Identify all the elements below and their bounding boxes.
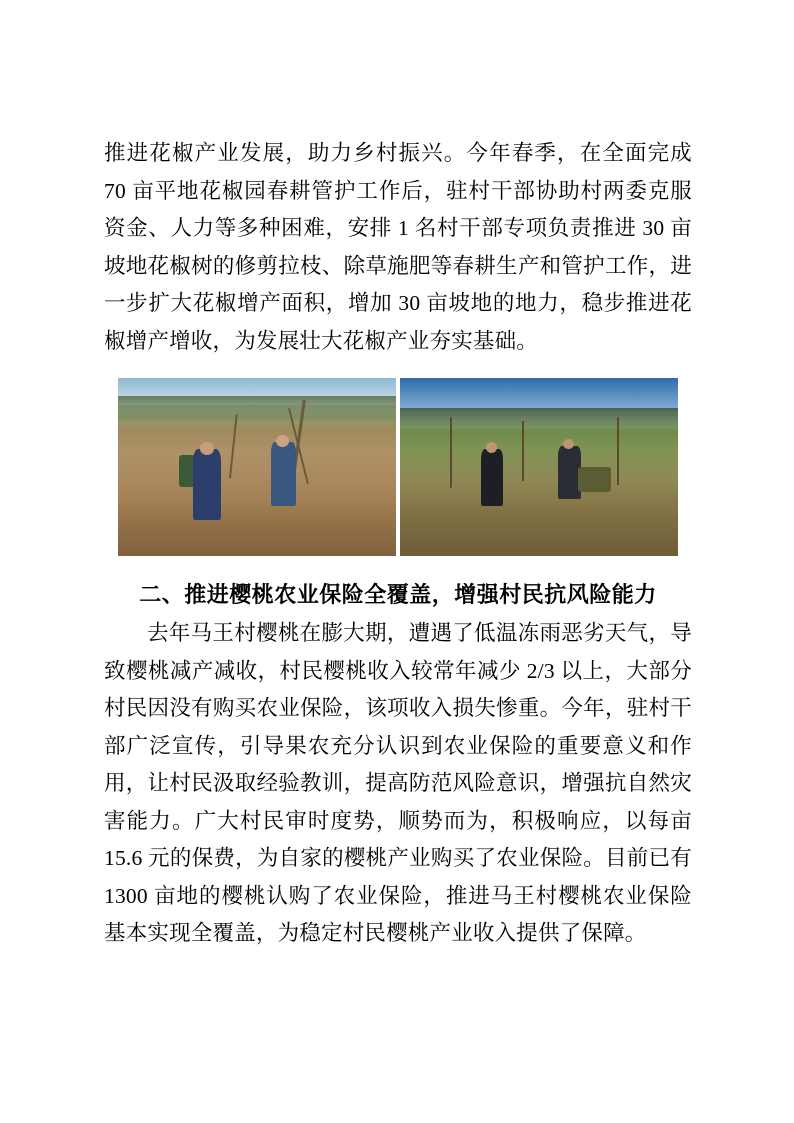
photo2-person-head <box>486 442 497 453</box>
photo2-treeline <box>400 408 678 426</box>
photo1-worker-body <box>193 449 221 520</box>
photo-orchard-spraying <box>118 378 396 556</box>
photo2-person2-head <box>563 439 574 450</box>
photo1-worker2-head <box>276 435 289 447</box>
section-heading-2: 二、推进樱桃农业保险全覆盖，增强村民抗风险能力 <box>139 582 657 607</box>
photo1-treeline <box>118 396 396 421</box>
document-body <box>104 135 692 953</box>
photo2-ground <box>400 485 678 556</box>
photo2-person-body <box>481 449 503 506</box>
paragraph-second: 去年马王村樱桃在膨大期，遭遇了低温冻雨恶劣天气，导致樱桃减产减收，村民樱桃收入较常年减少 2/3 以上，大部分村民因没有购买农业保险，该项收入损失惨重。今年，驻村干部广泛宣传，引导果农充分认识到农业保险的重要意义和作用，让村民汲取经验教训，提高防范风险意识，增强抗自然灾害能力。广大村民审时度势，顺势而为，积极响应，以每亩 15.6 元的保费，为自家的樱桃产业购买了农业保险。目前已有 1300 亩地的樱桃认购了农业保险，推进马王村樱桃农业保险基本实现全覆盖，为稳定村民樱桃产业收入提供了保障。 <box>104 621 692 945</box>
paragraph-first: 推进花椒产业发展，助力乡村振兴。今年春季，在全面完成 70 亩平地花椒园春耕管护工作后，驻村干部协助村两委克服资金、人力等多种困难，安排 1 名村干部专项负责推进 30 亩坡地花椒树的修剪拉枝、除草施肥等春耕生产和管护工作，进一步扩大花椒增产面积，增加 30 亩坡地的地力，稳步推进花椒增产增收，为发展壮大花椒产业夯实基础。 <box>104 141 692 353</box>
photo1-ground <box>118 503 396 556</box>
photo2-tiller-machine <box>578 467 611 492</box>
photo-field-tiller <box>400 378 678 556</box>
figure-group <box>104 378 692 556</box>
photo1-worker2-body <box>271 442 296 506</box>
photo1-worker-head <box>200 442 214 454</box>
photo1-branch <box>229 414 238 478</box>
photo2-tree-trunk <box>450 417 452 488</box>
photo2-tree-trunk <box>617 417 619 485</box>
photo2-tree-trunk <box>522 421 524 482</box>
